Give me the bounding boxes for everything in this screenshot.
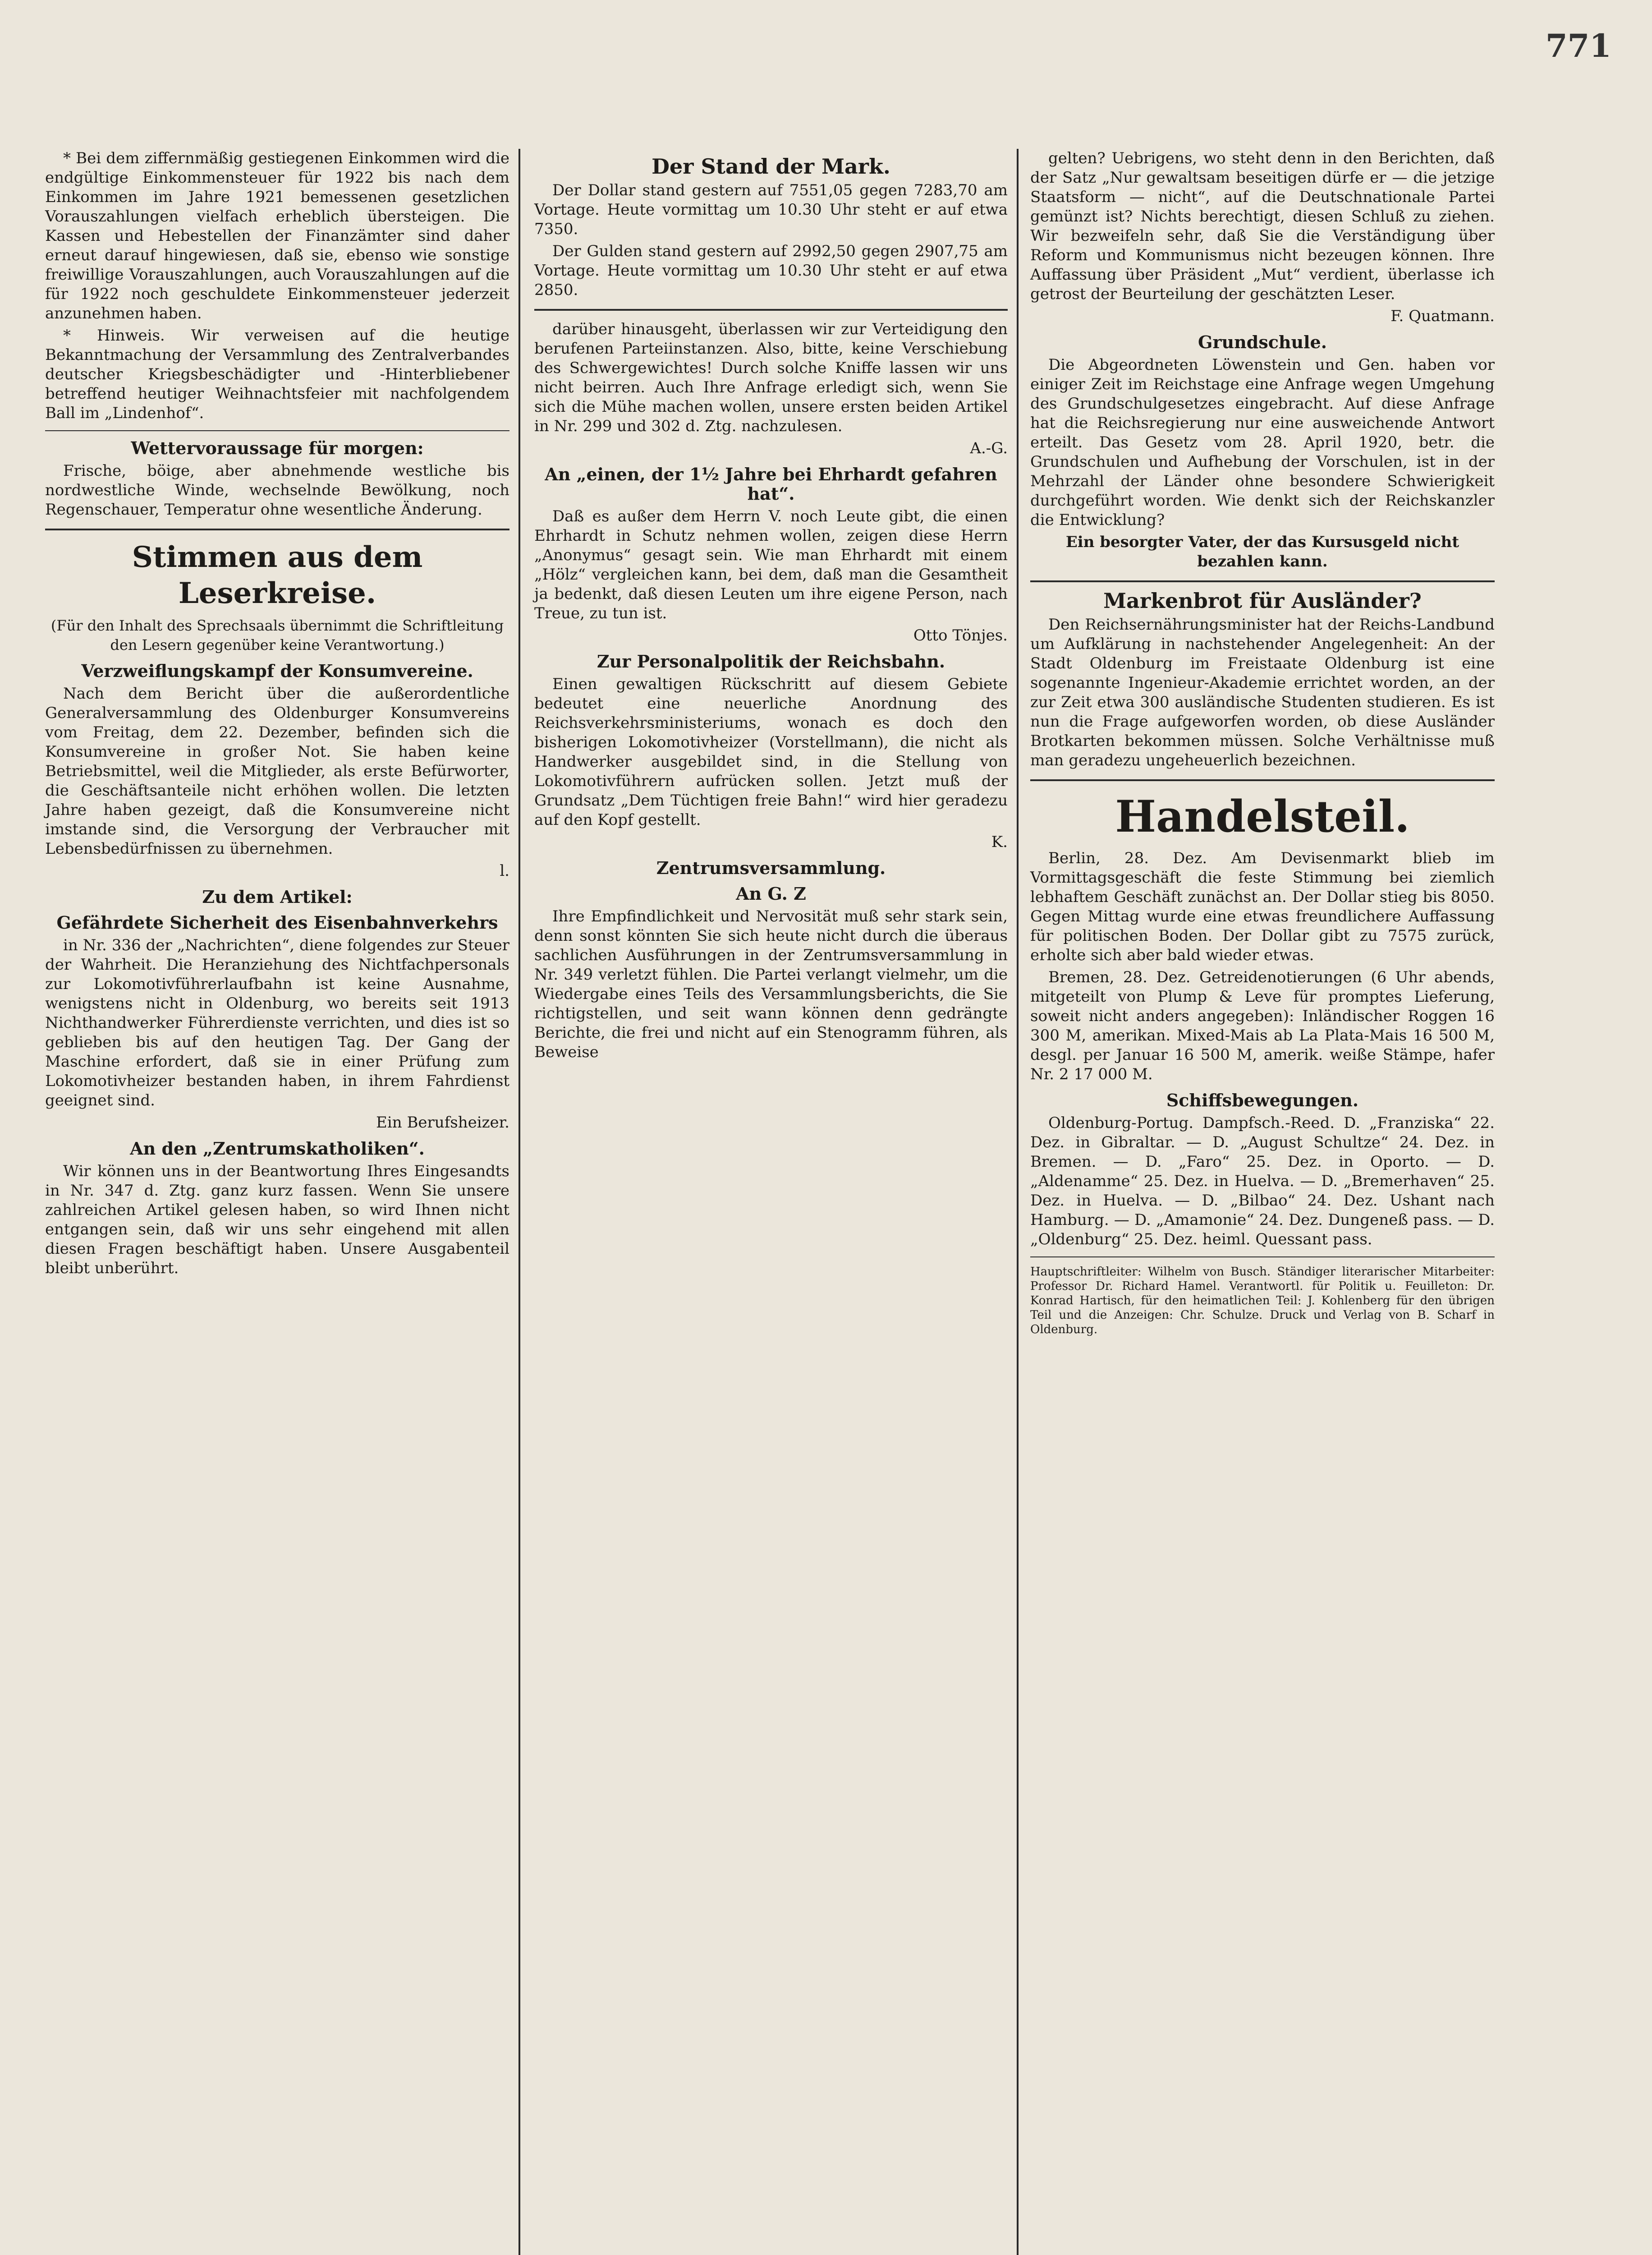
page-number: 771 (1545, 27, 1611, 64)
article-zentrum-text: Wir können uns in der Beantwortung Ihres Eingesandts in Nr. 347 d. Ztg. ganz kurz fassen. Wenn Sie unsere zahlreichen Artikel gelesen haben, so wird Ihnen nicht entgangen sein, daß wir uns sehr eingehend mit allen diesen Fragen beschäftigt haben. Unsere Ausgabenteil bleibt unberührt. (45, 1162, 509, 1277)
weather-text: Frische, böige, aber abnehmende westliche bis nordwestliche Winde, wechselnde Bewölkung, noch Regenschauer, Temperatur ohne wesentliche Änderung. (45, 462, 509, 519)
article-zentrum-title: An den „Zentrumskatholiken“. (130, 1138, 425, 1159)
column-2 (534, 149, 1008, 1065)
article-zentrum-versammlung-text: Ihre Empfindlichkeit und Nervosität muß sehr stark sein, denn sonst könnten Sie sich heute nicht durch die überaus sachlichen Ausführungen in der Zentrumsversammlung in Nr. 349 verletzt fühlen. Die Partei verlangt vielmehr, um die Wiedergabe eines Teils des Versammlungsberichts, die Sie richtigstellen, und seit wann können denn gedrängte Berichte, die frei und nicht auf ein Stenogramm führen, als Beweise (534, 907, 1008, 1061)
weather-title: Wettervoraussage für morgen: (131, 438, 424, 458)
article-ehrhardt-title: An „einen, der 1½ Jahre bei Ehrhardt gefahren hat“. (545, 464, 997, 504)
schiffsbewegungen-title: Schiffsbewegungen. (1166, 1090, 1359, 1110)
article-konsumvereine-title: Verzweiflungskampf der Konsumvereine. (81, 661, 473, 681)
article-konsumvereine-signature: l. (500, 862, 509, 880)
column-divider-1 (519, 149, 520, 2255)
continued-text: gelten? Uebrigens, wo steht denn in den Berichten, daß der Satz „Nur gewaltsam beseitigen dürfe er — die jetzige Staatsform — nicht“, auf die Deutschnationale Partei gemünzt ist? Nichts berechtigt, diesen Schluß zu ziehen. Wir bezweifeln sehr, daß Sie die Verständigung über Reform und Kommunismus nicht bezeugen können. Ihre Auffassung über Präsident „Mut“ verdient, überlasse ich getrost der Beurteilung der geschätzten Leser. (1030, 149, 1495, 303)
grundschule-text: Die Abgeordneten Löwenstein und Gen. haben vor einiger Zeit im Reichstage eine Anfrage wegen Umgehung des Grundschulgesetzes eingebracht. Auf diese Anfrage hat die Reichsregierung nur eine ausweichende Antwort erteilt. Das Gesetz vom 28. April 1920, betr. die Grundschulen und Aufhebung der Vorschulen, ist in der Mehrzahl der Länder ohne besondere Schwierigkeit durchgeführt worden. Wie denkt sich der Reichskanzler die Entwicklung? (1030, 356, 1495, 529)
continued-text: darüber hinausgeht, überlassen wir zur Verteidigung den berufenen Parteiinstanzen. Also, bitte, keine Verschiebung des Schwergewichtes! Durch solche Kniffe lassen wir uns nicht beirren. Auch Ihre Anfrage erledigt sich, wenn Sie sich die Mühe machen wollen, unsere ersten beiden Artikel in Nr. 299 und 302 d. Ztg. nachzulesen. (534, 320, 1008, 435)
mark-gulden: Der Gulden stand gestern auf 2992,50 gegen 2907,75 am Vortage. Heute vormittag um 10.30 Uhr steht er auf etwa 2850. (534, 242, 1008, 299)
handelsteil-berlin: Berlin, 28. Dez. Am Devisenmarkt blieb im Vormittagsgeschäft die feste Stimmung bei ziemlich lebhaftem Geschäft zunächst an. Der Dollar stieg bis 8050. Gegen Mittag wurde eine etwas freundlichere Auffassung für politischen Boden. Der Dollar gibt zu 7575 zurück, erholte sich aber bald wieder etwas. (1030, 849, 1495, 964)
schiffsbewegungen-text: Oldenburg-Portug. Dampfsch.-Reed. D. „Franziska“ 22. Dez. in Gibraltar. — D. „August Schultze“ 24. Dez. in Bremen. — D. „Faro“ 25. Dez. in Oporto. — D. „Aldenamme“ 25. Dez. in Huelva. — D. „Bremerhaven“ 25. Dez. in Huelva. — D. „Bilbao“ 24. Dez. Ushant nach Hamburg. — D. „Amamonie“ 24. Dez. Dungeneß pass. — D. „Oldenburg“ 25. Dez. heiml. Quessant pass. (1030, 1114, 1495, 1248)
divider (1030, 580, 1495, 582)
markenbrot-text: Den Reichsernährungsminister hat der Reichs-Landbund um Aufklärung in nachstehender Angelegenheit: An der Stadt Oldenburg im Freistaate Oldenburg ist eine sogenannte Ingenieur-Akademie errichtet worden, an der zur Zeit etwa 300 ausländische Studenten studieren. Es ist nun die Frage aufgeworfen worden, ob diese Ausländer Brotkarten bekommen müssen. Solche Verhältnisse muß man geradezu ungeheuerlich bezeichnen. (1030, 616, 1495, 769)
leserkreis-title: Stimmen aus dem Leserkreise. (132, 540, 423, 610)
mark-dollar: Der Dollar stand gestern auf 7551,05 gegen 7283,70 am Vortage. Heute vormittag um 10.30 Uhr steht er auf etwa 7350. (534, 181, 1008, 238)
column-1 (45, 149, 509, 1281)
continued-signature: F. Quatmann. (1390, 307, 1495, 325)
mark-title: Der Stand der Mark. (652, 154, 890, 179)
divider (1030, 779, 1495, 781)
note-hinweis: * Hinweis. Wir verweisen auf die heutige Bekanntmachung der Versammlung des Zentralverbandes deutscher Kriegsbeschädigter und -Hinterbliebener betreffend heutiger Weihnachtsfeier mit nachfolgendem Ball im „Lindenhof“. (45, 327, 509, 422)
article-eisenbahn-title: Gefährdete Sicherheit des Eisenbahnverkehrs (56, 912, 498, 933)
markenbrot-title: Markenbrot für Ausländer? (1103, 589, 1422, 613)
article-zentrum-versammlung-sub: An G. Z (736, 884, 806, 904)
article-personal-title: Zur Personalpolitik der Reichsbahn. (597, 651, 945, 672)
divider (45, 430, 509, 431)
grundschule-signature: Ein besorgter Vater, der das Kursusgeld nicht bezahlen kann. (1065, 533, 1459, 571)
grundschule-title: Grundschule. (1198, 332, 1327, 352)
article-eisenbahn-head: Zu dem Artikel: (202, 887, 353, 907)
handelsteil-bremen: Bremen, 28. Dez. Getreidenotierungen (6 Uhr abends, mitgeteilt von Plump & Leve für promptes Lieferung, soweit nicht anders angegeben): Inländischer Roggen 16 300 M, amerikan. Mixed-Mais ab La Plata-Mais 16 500 M, desgl. per Januar 16 500 M, amerik. weiße Stämpe, hafer Nr. 2 17 000 M. (1030, 968, 1495, 1083)
divider (1030, 1256, 1495, 1257)
leserkreis-subtitle: (Für den Inhalt des Sprechsaals übernimmt die Schriftleitung den Lesern gegenüber keine Verantwortung.) (50, 617, 504, 653)
divider (534, 309, 1008, 311)
article-eisenbahn-signature: Ein Berufsheizer. (376, 1114, 509, 1132)
article-eisenbahn-text: in Nr. 336 der „Nachrichten“, diene folgendes zur Steuer der Wahrheit. Die Heranziehung des Nichtfachpersonals zur Lokomotivführerlaufbahn ist keine Ausnahme, wenigstens nicht in Oldenburg, wo bereits seit 1913 Nichthandwerker Führerdienste verrichten, und dies ist so geblieben bis auf den heutigen Tag. Der Gang der Maschine erfordert, daß sie in einer Prüfung zum Lokomotivheizer bestanden haben, in ihrem Fahrdienst geeignet sind. (45, 936, 509, 1109)
column-3 (1030, 149, 1495, 1337)
article-ehrhardt-signature: Otto Tönjes. (913, 626, 1008, 644)
handelsteil-title: Handelsteil. (1115, 791, 1410, 842)
divider (45, 529, 509, 530)
imprint: Hauptschriftleiter: Wilhelm von Busch. Ständiger literarischer Mitarbeiter: Professor Dr. Richard Hamel. Verantwortl. für Politik u. Feuilleton: Dr. Konrad Hartisch, für den heimatlichen Teil: J. Kohlenberg für den übrigen Teil und die Anzeigen: Chr. Schulze. Druck und Verlag von B. Scharf in Oldenburg. (1030, 1265, 1495, 1336)
article-personal-text: Einen gewaltigen Rückschritt auf diesem Gebiete bedeutet eine neuerliche Anordnung des Reichsverkehrsministeriums, wonach es doch den bisherigen Lokomotivheizer (Vorstellmann), die nicht als Handwerker ausgebildet sind, in die Stellung von Lokomotivführern aufrücken sollen. Jetzt muß der Grundsatz „Dem Tüchtigen freie Bahn!“ wird hier geradezu auf den Kopf gestellt. (534, 675, 1008, 829)
article-personal-signature: K. (991, 833, 1008, 851)
note-income-tax: * Bei dem ziffernmäßig gestiegenen Einkommen wird die endgültige Einkommensteuer für 1922 bis nach dem Einkommen im Jahre 1921 bemessenen gesetzlichen Vorauszahlungen vielfach erheblich übersteigen. Die Kassen und Hebestellen der Finanzämter sind daher erneut darauf hingewiesen, daß sie, ebenso wie sonstige freiwillige Vorauszahlungen, auch Vorauszahlungen auf die für 1922 noch geschuldete Einkommensteuer jederzeit anzunehmen haben. (45, 149, 509, 322)
article-konsumvereine-text: Nach dem Bericht über die außerordentliche Generalversammlung des Oldenburger Konsumvereins vom Freitag, dem 22. Dezember, befinden sich die Konsumvereine in großer Not. Sie haben keine Betriebsmittel, weil die Mitglieder, als erste Befürworter, die Geschäftsanteile nicht erhöhen wollen. Die letzten Jahre haben gezeigt, daß die Konsumvereine nicht imstande sind, die Versorgung der Verbraucher mit Lebensbedürfnissen zu übernehmen. (45, 685, 509, 858)
article-ehrhardt-text: Daß es außer dem Herrn V. noch Leute gibt, die einen Ehrhardt in Schutz nehmen wollen, zeigen diese Herrn „Anonymus“ gesagt sein. Wie man Ehrhardt mit einem „Hölz“ vergleichen kann, bei dem, daß man die Gesamtheit ja bedenkt, daß diesen Leuten um ihre eigene Person, nach Treue, zu tun ist. (534, 507, 1008, 622)
article-zentrum-versammlung-title: Zentrumsversammlung. (656, 858, 886, 878)
continued-signature: A.-G. (970, 439, 1008, 457)
column-divider-2 (1017, 149, 1019, 2255)
